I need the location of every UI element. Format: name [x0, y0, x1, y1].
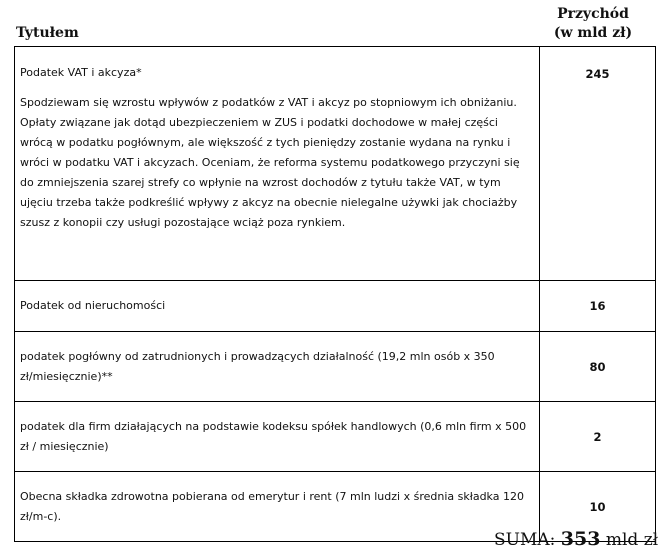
- summary-total: [494, 528, 658, 550]
- revenue-table: [14, 46, 656, 542]
- table-row: [15, 402, 656, 472]
- row-label: Podatek od nieruchomości: [15, 281, 540, 332]
- row-value: 16: [540, 281, 656, 332]
- column-header-title: Tytułem: [16, 25, 79, 41]
- row-label: Podatek VAT i akcyza*: [20, 66, 142, 79]
- column-header-revenue-line2: (w mld zł): [553, 25, 633, 41]
- table-header: [0, 0, 671, 46]
- row-description: Spodziewam się wzrostu wpływów z podatków z VAT i akcyz po stopniowym ich obniżaniu. Opłaty związane jak dotąd ubezpieczeniem w ZUS i podatki dochodowe w małej części wrócą w podatku pogłównym, ale większość z tych pieniędzy zostanie wydana na rynku i wróci w podatku VAT i akcyzach. Oceniam, że reforma systemu podatkowego przyczyni się do zmniejszenia szarej strefy co wpłynie na wzrost dochodów z tytułu także VAT, w tym ujęciu trzeba także podkreślić wpływy z akcyz na obecnie nielegalne używki jak chociażby szusz z konopii czy usługi pozostające wciąż poza rynkiem.: [20, 96, 520, 229]
- summary-total-value: 353: [560, 528, 601, 550]
- table-row: [15, 281, 656, 332]
- column-header-revenue: [546, 5, 640, 43]
- summary-prefix: SUMA:: [494, 530, 556, 550]
- row-value: 2: [540, 402, 656, 472]
- table-row: [15, 47, 656, 281]
- summary-unit: mld zł: [605, 530, 659, 550]
- column-header-revenue-line1: Przychód: [557, 6, 629, 22]
- row-label: podatek pogłówny od zatrudnionych i prowadzących działalność (19,2 mln osób x 350 zł/miesięcznie)**: [15, 332, 540, 402]
- table-row: [15, 332, 656, 402]
- row-value: 245: [540, 47, 656, 281]
- row-value: 10: [540, 472, 656, 542]
- row-value: 80: [540, 332, 656, 402]
- row-label: podatek dla firm działających na podstawie kodeksu spółek handlowych (0,6 mln firm x 500 zł / miesięcznie): [15, 402, 540, 472]
- row-item-cell: [15, 47, 540, 281]
- row-label: Obecna składka zdrowotna pobierana od emerytur i rent (7 mln ludzi x średnia składka 120 zł/m-c).: [15, 472, 540, 542]
